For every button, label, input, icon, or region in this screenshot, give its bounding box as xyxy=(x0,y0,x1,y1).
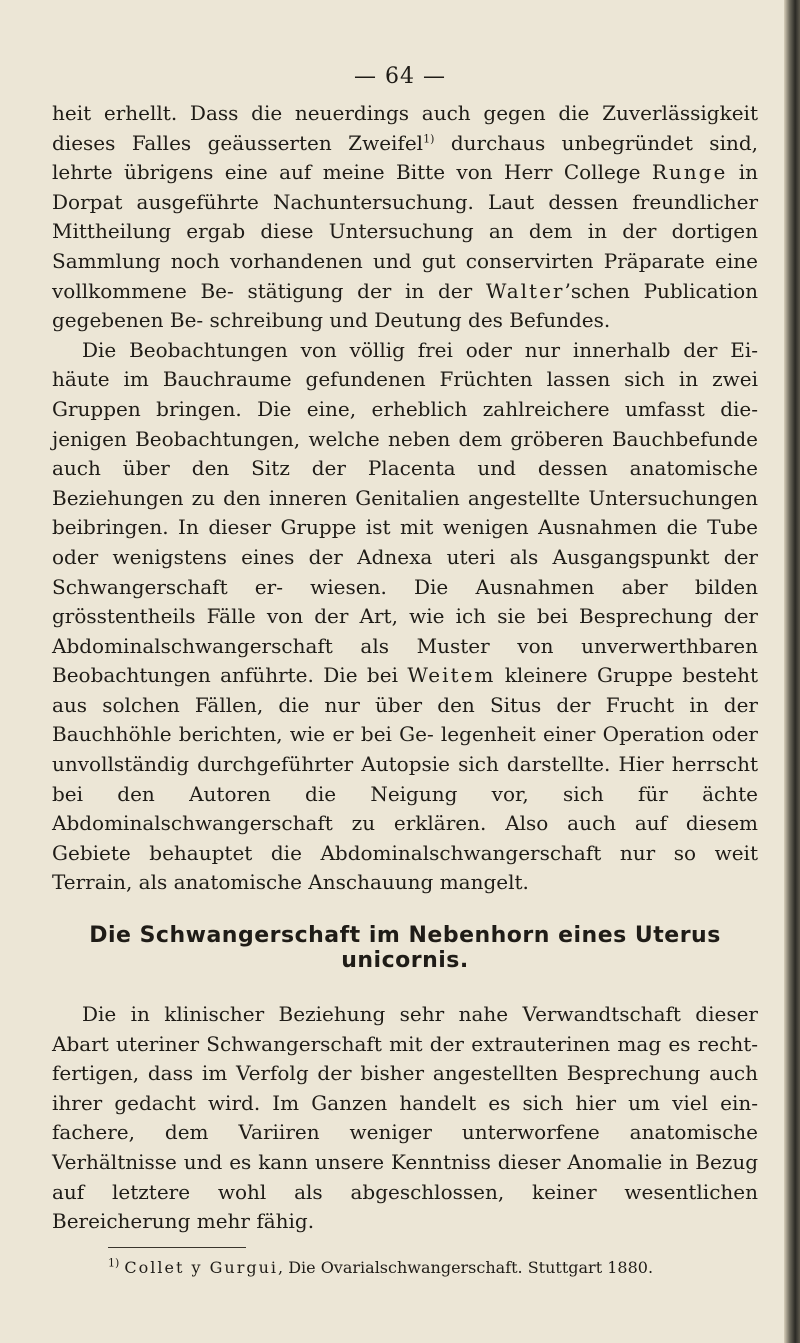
name-runge: Runge xyxy=(651,160,728,185)
footnote-reference: 1) xyxy=(423,131,435,145)
paragraph-2-text-b: kleinere Gruppe besteht aus solchen Fällen, die nur über den Situs der Frucht in der Bauchhöhle berichten, wie er bei Ge- legenheit einer Operation oder unvollständig durchgeführter Autopsie sich darstellte. Hier herrscht bei den Autoren die Neigung vor, sich für ächte Abdominalschwangerschaft zu erklären. Also auch auf diesem Gebiete behauptet die Abdominalschwangerschaft nur so weit Terrain, als anatomische Anschauung mangelt. xyxy=(52,663,758,895)
footnote xyxy=(108,1258,758,1278)
paragraph-2 xyxy=(52,336,758,898)
name-walter: Walter xyxy=(485,278,565,303)
section-heading: Die Schwangerschaft im Nebenhorn eines Uterus unicornis. xyxy=(89,923,721,973)
main-text-block xyxy=(52,99,758,898)
footnote-divider xyxy=(108,1247,246,1248)
paragraph-1-text-c: in Dorpat ausgeführte Nachuntersuchung. Laut dessen freundlicher Mittheilung ergab diese Untersuchung an dem in der dortigen Sammlung noch vorhandenen und gut conservirten Präparate eine vollkommene Be- stätigung der in der xyxy=(52,160,758,303)
paragraph-1-text-b: durchaus unbegründet sind, lehrte übrigens eine auf meine Bitte von Herr College xyxy=(52,130,759,185)
footnote-citation: , Die Ovarialschwangerschaft. Stuttgart 1880. xyxy=(278,1258,654,1277)
footnote-marker: 1) xyxy=(108,1256,120,1270)
spaced-word-weitem: Weitem xyxy=(407,663,496,688)
paragraph-1 xyxy=(52,99,758,336)
page-number: — 64 — xyxy=(354,64,446,89)
paragraph-2-text-a: Die Beobachtungen von völlig frei oder nur innerhalb der Ei- häute im Bauchraume gefundenen Früchten lassen sich in zwei Gruppen bringen. Die eine, erheblich zahlreichere umfasst die- jenigen Beobachtungen, welche neben dem gröberen Bauchbefunde auch über den Sitz der Placenta und dessen anatomische Beziehungen zu den inneren Genitalien angestellte Untersuchungen beibringen. In dieser Gruppe ist mit wenigen Ausnahmen die Tube oder wenigstens eines der Adnexa uteri als Ausgangspunkt der Schwangerschaft er- wiesen. Die Ausnahmen aber bilden grösstentheils Fälle von der Art, wie ich sie bei Besprechung der Abdominalschwangerschaft als Muster von unverwerthbaren Beobachtungen anführte. Die bei xyxy=(52,337,758,688)
book-spine-edge xyxy=(784,0,800,1343)
paragraph-1-text-d: ’schen Publication gegebenen Be- schreibung und Deutung des Befundes. xyxy=(52,278,758,333)
paragraph-1-text-a: heit erhellt. Dass die neuerdings auch gegen die Zuverlässigkeit dieses Falles geäusserten Zweifel xyxy=(52,101,758,155)
section-text-block xyxy=(52,1000,758,1237)
paragraph-3: Die in klinischer Beziehung sehr nahe Verwandtschaft dieser Abart uteriner Schwangerschaft mit der extrauterinen mag es recht- fertigen, dass im Verfolg der bisher angestellten Besprechung auch ihrer gedacht wird. Im Ganzen handelt es sich hier um viel ein- fachere, dem Variiren weniger unterworfene anatomische Verhältnisse und es kann unsere Kenntniss dieser Anomalie in Bezug auf letztere wohl als abgeschlossen, keiner wesentlichen Bereicherung mehr fähig. xyxy=(52,1002,758,1234)
footnote-authors: Collet y Gurgui xyxy=(124,1258,279,1277)
